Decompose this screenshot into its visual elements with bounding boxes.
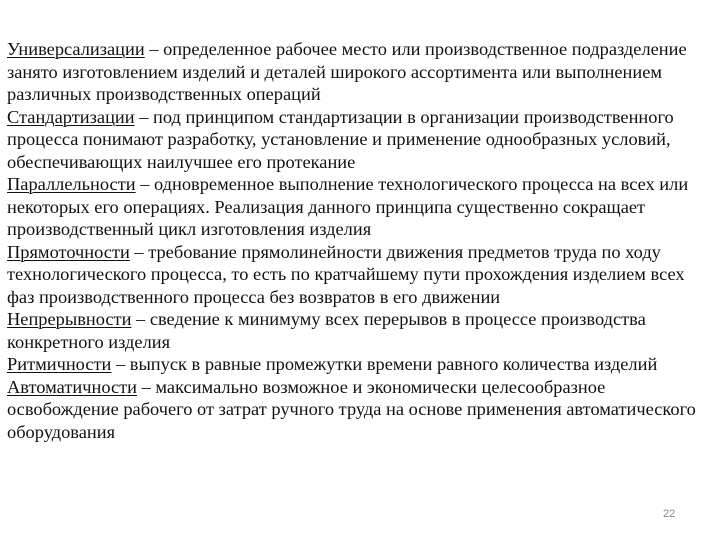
principle-automation <box>7 376 715 444</box>
principle-direct-flow <box>7 241 715 309</box>
principle-rhythm <box>7 353 715 376</box>
principle-definition: – сведение к минимуму всех перерывов в процессе производства конкретного изделия <box>7 309 646 352</box>
principle-term: Стандартизации <box>7 106 135 127</box>
principle-continuity <box>7 308 715 353</box>
principle-definition: – выпуск в равные промежутки времени равного количества изделий <box>111 354 658 374</box>
principle-term: Универсализации <box>7 39 145 59</box>
principle-definition: – максимально возможное и экономически целесообразное освобождение рабочего от затрат ручного труда на основе применения автоматического оборудования <box>7 376 696 442</box>
principle-term: Прямоточности <box>7 241 130 262</box>
principle-standardization <box>7 106 715 174</box>
principle-term: Параллельности <box>7 174 136 194</box>
principle-universalization <box>7 38 715 106</box>
principle-definition: – требование прямолинейности движения предметов труда по ходу технологического процесса, то есть по кратчайшему пути прохождения изделием всех фаз производственного процесса без возвратов в его движении <box>7 241 685 307</box>
principle-definition: – под принципом стандартизации в организации производственного процесса понимают разработку, установление и применение однообразных условий, обеспечивающих наилучшее его протекание <box>7 106 674 172</box>
principle-term: Непрерывности <box>7 309 132 329</box>
principle-term: Ритмичности <box>7 354 112 374</box>
principle-parallelism <box>7 173 715 241</box>
principle-definition: – одновременное выполнение технологического процесса на всех или некоторых его операциях. Реализация данного принципа существенно сокращает производственный цикл изготовления изделия <box>7 174 689 239</box>
page-number: 22 <box>663 508 676 520</box>
principle-definition: – определенное рабочее место или производственное подразделение занято изготовлением изделий и деталей широкого ассортимента или выполнением различных производственных операций <box>7 39 687 104</box>
principles-list <box>7 38 715 443</box>
principle-term: Автоматичности <box>7 376 138 397</box>
